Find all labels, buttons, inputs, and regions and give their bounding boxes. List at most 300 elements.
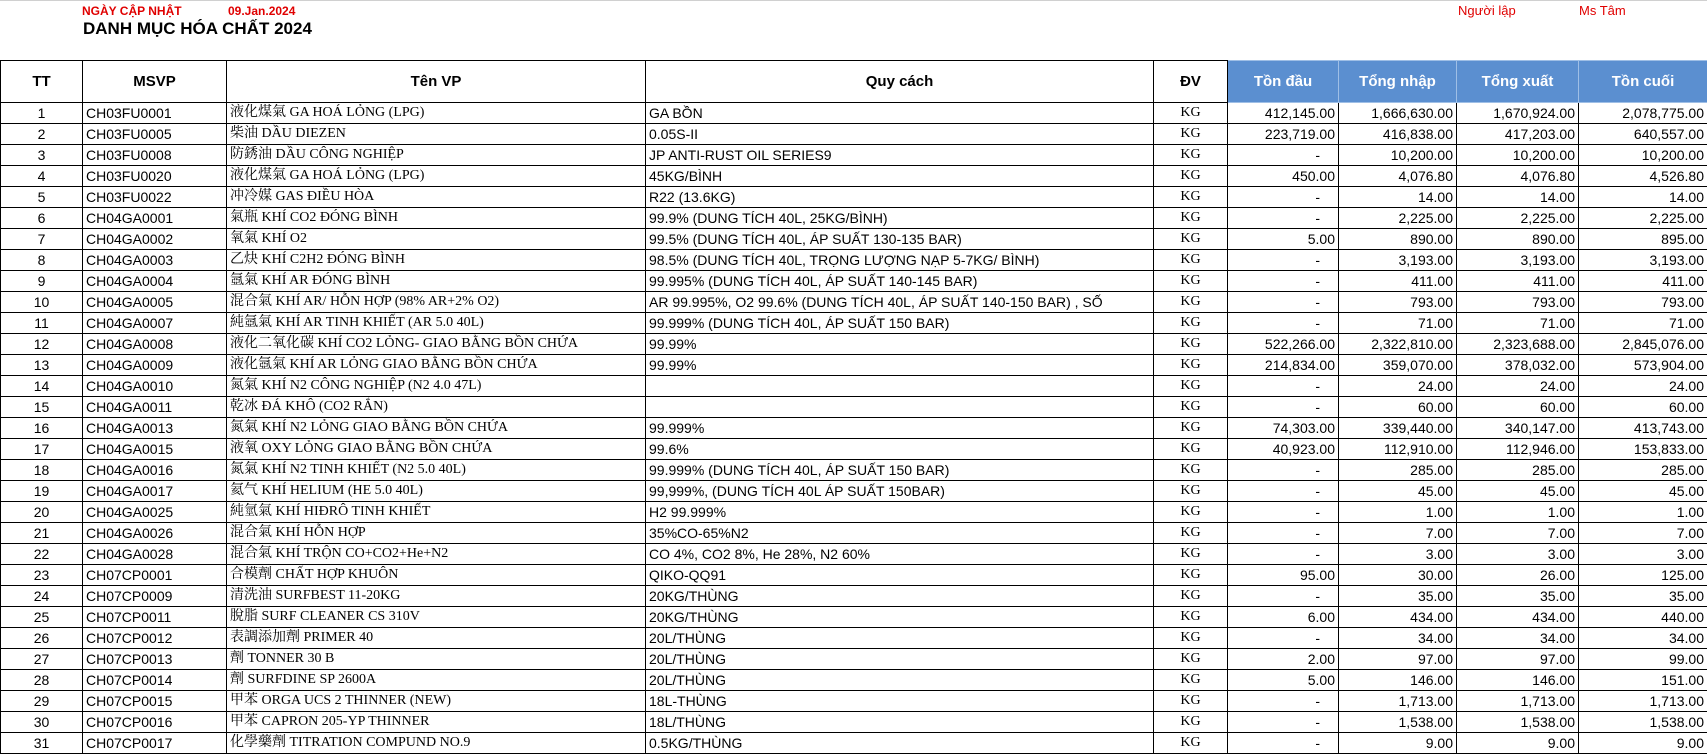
cell-msvp[interactable]: CH07CP0013 [83,649,227,670]
cell-tt[interactable]: 19 [1,481,83,502]
cell-ton-cuoi[interactable]: 24.00 [1579,376,1707,397]
cell-ton-dau[interactable]: 40,923.00 [1228,439,1339,460]
cell-tong-xuat[interactable]: 3,193.00 [1457,250,1579,271]
cell-quy-cach[interactable]: GA BỒN [646,103,1154,124]
cell-tong-xuat[interactable]: 146.00 [1457,670,1579,691]
cell-msvp[interactable]: CH04GA0013 [83,418,227,439]
table-header-row [1,61,1707,103]
cell-tong-xuat[interactable]: 2,225.00 [1457,208,1579,229]
cell-ton-dau[interactable]: 74,303.00 [1228,418,1339,439]
cell-tong-xuat[interactable]: 14.00 [1457,187,1579,208]
cell-quy-cach[interactable]: 98.5% (DUNG TÍCH 40L, TRỌNG LƯỢNG NẠP 5-7KG/ BÌNH) [646,250,1154,271]
cell-quy-cach[interactable]: 18L-THÙNG [646,691,1154,712]
cell-ton-dau[interactable]: 6.00 [1228,607,1339,628]
cell-quy-cach[interactable]: 99.9% (DUNG TÍCH 40L, 25KG/BÌNH) [646,208,1154,229]
cell-dv[interactable]: KG [1154,565,1228,586]
cell-dv[interactable]: KG [1154,523,1228,544]
cell-ton-dau[interactable]: - [1228,733,1339,754]
cell-tt[interactable]: 25 [1,607,83,628]
cell-ton-dau[interactable]: - [1228,691,1339,712]
cell-tt[interactable]: 1 [1,103,83,124]
cell-dv[interactable]: KG [1154,712,1228,733]
cell-ten-vp[interactable]: 純氫氣 KHÍ HIĐRÔ TINH KHIẾT [227,502,646,523]
cell-ton-dau[interactable]: - [1228,376,1339,397]
cell-tong-nhap[interactable]: 146.00 [1339,670,1457,691]
cell-msvp[interactable]: CH07CP0017 [83,733,227,754]
cell-dv[interactable]: KG [1154,313,1228,334]
cell-quy-cach[interactable]: AR 99.995%, O2 99.6% (DUNG TÍCH 40L, ÁP SUẤT 140-150 BAR) , SỐ [646,292,1154,313]
cell-dv[interactable]: KG [1154,481,1228,502]
cell-ton-cuoi[interactable]: 14.00 [1579,187,1707,208]
cell-tong-nhap[interactable]: 30.00 [1339,565,1457,586]
cell-tong-xuat[interactable]: 3.00 [1457,544,1579,565]
cell-tong-nhap[interactable]: 434.00 [1339,607,1457,628]
cell-quy-cach[interactable]: 0.5KG/THÙNG [646,733,1154,754]
cell-quy-cach[interactable]: 45KG/BÌNH [646,166,1154,187]
cell-msvp[interactable]: CH07CP0012 [83,628,227,649]
cell-ton-cuoi[interactable]: 99.00 [1579,649,1707,670]
cell-quy-cach[interactable]: 20L/THÙNG [646,670,1154,691]
table-row [1,670,1707,691]
cell-quy-cach[interactable]: 20KG/THÙNG [646,586,1154,607]
cell-ton-dau[interactable]: - [1228,523,1339,544]
cell-tong-nhap[interactable]: 14.00 [1339,187,1457,208]
cell-ton-cuoi[interactable]: 1.00 [1579,502,1707,523]
cell-ten-vp[interactable]: 防銹油 DẦU CÔNG NGHIỆP [227,145,646,166]
cell-tong-xuat[interactable]: 1,713.00 [1457,691,1579,712]
cell-dv[interactable]: KG [1154,250,1228,271]
cell-msvp[interactable]: CH04GA0017 [83,481,227,502]
cell-tt[interactable]: 10 [1,292,83,313]
cell-tong-nhap[interactable]: 35.00 [1339,586,1457,607]
cell-tt[interactable]: 29 [1,691,83,712]
cell-ten-vp[interactable]: 脫脂 SURF CLEANER CS 310V [227,607,646,628]
cell-tong-nhap[interactable]: 7.00 [1339,523,1457,544]
col-header-dv[interactable]: ĐV [1154,61,1228,103]
cell-tong-xuat[interactable]: 1.00 [1457,502,1579,523]
cell-ton-dau[interactable]: 412,145.00 [1228,103,1339,124]
cell-tong-xuat[interactable]: 10,200.00 [1457,145,1579,166]
col-header-tt[interactable]: TT [1,61,83,103]
cell-quy-cach[interactable]: 99.995% (DUNG TÍCH 40L, ÁP SUẤT 140-145 BAR) [646,271,1154,292]
cell-ton-dau[interactable]: 5.00 [1228,670,1339,691]
cell-tt[interactable]: 22 [1,544,83,565]
cell-dv[interactable]: KG [1154,124,1228,145]
cell-tong-xuat[interactable]: 1,670,924.00 [1457,103,1579,124]
cell-tong-nhap[interactable]: 339,440.00 [1339,418,1457,439]
cell-quy-cach[interactable] [646,376,1154,397]
cell-dv[interactable]: KG [1154,208,1228,229]
cell-tt[interactable]: 28 [1,670,83,691]
cell-quy-cach[interactable]: 99.99% [646,334,1154,355]
cell-ton-dau[interactable]: - [1228,628,1339,649]
cell-ton-cuoi[interactable]: 45.00 [1579,481,1707,502]
cell-ton-dau[interactable]: - [1228,250,1339,271]
cell-ten-vp[interactable]: 氦气 KHÍ HELIUM (HE 5.0 40L) [227,481,646,502]
cell-ton-cuoi[interactable]: 1,538.00 [1579,712,1707,733]
cell-dv[interactable]: KG [1154,439,1228,460]
cell-msvp[interactable]: CH04GA0010 [83,376,227,397]
cell-msvp[interactable]: CH04GA0007 [83,313,227,334]
cell-tt[interactable]: 6 [1,208,83,229]
cell-tong-xuat[interactable]: 112,946.00 [1457,439,1579,460]
cell-ten-vp[interactable]: 液化煤氣 GA HOÁ LỎNG (LPG) [227,103,646,124]
cell-quy-cach[interactable]: 99,999%, (DUNG TÍCH 40L ÁP SUẤT 150BAR) [646,481,1154,502]
cell-ton-dau[interactable]: - [1228,292,1339,313]
table-row [1,586,1707,607]
cell-tong-nhap[interactable]: 10,200.00 [1339,145,1457,166]
table-row [1,460,1707,481]
cell-tt[interactable]: 20 [1,502,83,523]
cell-ten-vp[interactable]: 液氧 OXY LỎNG GIAO BẰNG BỒN CHỨA [227,439,646,460]
cell-msvp[interactable]: CH04GA0004 [83,271,227,292]
cell-msvp[interactable]: CH04GA0009 [83,355,227,376]
cell-msvp[interactable]: CH07CP0009 [83,586,227,607]
cell-quy-cach[interactable]: 20KG/THÙNG [646,607,1154,628]
cell-msvp[interactable]: CH07CP0014 [83,670,227,691]
cell-tong-nhap[interactable]: 1,666,630.00 [1339,103,1457,124]
cell-msvp[interactable]: CH04GA0002 [83,229,227,250]
cell-tt[interactable]: 13 [1,355,83,376]
table-row [1,481,1707,502]
cell-tong-nhap[interactable]: 3.00 [1339,544,1457,565]
cell-dv[interactable]: KG [1154,418,1228,439]
cell-ton-cuoi[interactable]: 3.00 [1579,544,1707,565]
cell-tong-xuat[interactable]: 340,147.00 [1457,418,1579,439]
cell-ton-dau[interactable]: 522,266.00 [1228,334,1339,355]
col-header-ton-cuoi[interactable]: Tồn cuối [1579,61,1707,103]
cell-ten-vp[interactable]: 液化氬氣 KHÍ AR LỎNG GIAO BẰNG BỒN CHỨA [227,355,646,376]
table-row [1,145,1707,166]
cell-ten-vp[interactable]: 表調添加劑 PRIMER 40 [227,628,646,649]
cell-quy-cach[interactable]: R22 (13.6KG) [646,187,1154,208]
cell-ton-cuoi[interactable]: 2,845,076.00 [1579,334,1707,355]
cell-dv[interactable]: KG [1154,334,1228,355]
cell-ton-cuoi[interactable]: 4,526.80 [1579,166,1707,187]
cell-ton-cuoi[interactable]: 34.00 [1579,628,1707,649]
cell-dv[interactable]: KG [1154,397,1228,418]
cell-dv[interactable]: KG [1154,103,1228,124]
cell-dv[interactable]: KG [1154,544,1228,565]
cell-tong-nhap[interactable]: 9.00 [1339,733,1457,754]
cell-tong-xuat[interactable]: 9.00 [1457,733,1579,754]
cell-ten-vp[interactable]: 甲苯 CAPRON 205-YP THINNER [227,712,646,733]
cell-ten-vp[interactable]: 甲苯 ORGA UCS 2 THINNER (NEW) [227,691,646,712]
col-header-ten-vp[interactable]: Tên VP [227,61,646,103]
col-header-ton-dau[interactable]: Tồn đầu [1228,61,1339,103]
cell-msvp[interactable]: CH03FU0022 [83,187,227,208]
cell-msvp[interactable]: CH04GA0015 [83,439,227,460]
cell-tong-nhap[interactable]: 3,193.00 [1339,250,1457,271]
cell-tt[interactable]: 5 [1,187,83,208]
cell-tong-nhap[interactable]: 359,070.00 [1339,355,1457,376]
cell-ton-dau[interactable]: - [1228,460,1339,481]
cell-quy-cach[interactable]: 99.999% (DUNG TÍCH 40L, ÁP SUẤT 150 BAR) [646,313,1154,334]
cell-msvp[interactable]: CH04GA0028 [83,544,227,565]
table-row [1,229,1707,250]
cell-ton-cuoi[interactable]: 71.00 [1579,313,1707,334]
cell-ton-cuoi[interactable]: 2,078,775.00 [1579,103,1707,124]
cell-ton-cuoi[interactable]: 1,713.00 [1579,691,1707,712]
cell-ton-cuoi[interactable]: 9.00 [1579,733,1707,754]
cell-quy-cach[interactable]: 35%CO-65%N2 [646,523,1154,544]
cell-ton-cuoi[interactable]: 573,904.00 [1579,355,1707,376]
cell-quy-cach[interactable]: QIKO-QQ91 [646,565,1154,586]
cell-tt[interactable]: 11 [1,313,83,334]
cell-tong-xuat[interactable]: 26.00 [1457,565,1579,586]
cell-quy-cach[interactable] [646,397,1154,418]
cell-ten-vp[interactable]: 混合氣 KHÍ TRỘN CO+CO2+He+N2 [227,544,646,565]
cell-quy-cach[interactable]: 99.999% (DUNG TÍCH 40L, ÁP SUẤT 150 BAR) [646,460,1154,481]
cell-msvp[interactable]: CH04GA0003 [83,250,227,271]
cell-dv[interactable]: KG [1154,502,1228,523]
cell-dv[interactable]: KG [1154,670,1228,691]
cell-tong-xuat[interactable]: 1,538.00 [1457,712,1579,733]
cell-dv[interactable]: KG [1154,355,1228,376]
cell-ten-vp[interactable]: 混合氣 KHÍ HỖN HỢP [227,523,646,544]
cell-tt[interactable]: 9 [1,271,83,292]
cell-tt[interactable]: 3 [1,145,83,166]
cell-tong-xuat[interactable]: 793.00 [1457,292,1579,313]
cell-tong-nhap[interactable]: 411.00 [1339,271,1457,292]
cell-msvp[interactable]: CH03FU0008 [83,145,227,166]
cell-ten-vp[interactable]: 劑 SURFDINE SP 2600A [227,670,646,691]
cell-ton-dau[interactable]: - [1228,208,1339,229]
cell-tong-nhap[interactable]: 45.00 [1339,481,1457,502]
cell-tt[interactable]: 23 [1,565,83,586]
cell-quy-cach[interactable]: 20L/THÙNG [646,649,1154,670]
cell-quy-cach[interactable]: 20L/THÙNG [646,628,1154,649]
cell-tt[interactable]: 18 [1,460,83,481]
cell-quy-cach[interactable]: H2 99.999% [646,502,1154,523]
cell-ten-vp[interactable]: 氮氣 KHÍ N2 TINH KHIẾT (N2 5.0 40L) [227,460,646,481]
cell-tt[interactable]: 24 [1,586,83,607]
cell-tt[interactable]: 27 [1,649,83,670]
cell-tong-xuat[interactable]: 411.00 [1457,271,1579,292]
cell-ton-dau[interactable]: - [1228,145,1339,166]
cell-msvp[interactable]: CH03FU0005 [83,124,227,145]
cell-tong-nhap[interactable]: 60.00 [1339,397,1457,418]
cell-ten-vp[interactable]: 冲冷媒 GAS ĐIỀU HÒA [227,187,646,208]
cell-ten-vp[interactable]: 氣瓶 KHÍ CO2 ĐÓNG BÌNH [227,208,646,229]
cell-msvp[interactable]: CH07CP0011 [83,607,227,628]
cell-ton-dau[interactable]: - [1228,481,1339,502]
cell-msvp[interactable]: CH04GA0005 [83,292,227,313]
cell-tong-nhap[interactable]: 4,076.80 [1339,166,1457,187]
cell-tt[interactable]: 8 [1,250,83,271]
cell-ten-vp[interactable]: 液化煤氣 GA HOÁ LỎNG (LPG) [227,166,646,187]
cell-ton-cuoi[interactable]: 7.00 [1579,523,1707,544]
cell-ton-cuoi[interactable]: 10,200.00 [1579,145,1707,166]
cell-ten-vp[interactable]: 清洗油 SURFBEST 11-20KG [227,586,646,607]
cell-ton-dau[interactable]: 214,834.00 [1228,355,1339,376]
cell-tt[interactable]: 31 [1,733,83,754]
cell-msvp[interactable]: CH04GA0026 [83,523,227,544]
cell-dv[interactable]: KG [1154,586,1228,607]
cell-ten-vp[interactable]: 混合氣 KHÍ AR/ HỖN HỢP (98% AR+2% O2) [227,292,646,313]
cell-ten-vp[interactable]: 氧氣 KHÍ O2 [227,229,646,250]
cell-msvp[interactable]: CH04GA0016 [83,460,227,481]
cell-msvp[interactable]: CH04GA0001 [83,208,227,229]
cell-dv[interactable]: KG [1154,460,1228,481]
cell-dv[interactable]: KG [1154,733,1228,754]
cell-msvp[interactable]: CH04GA0025 [83,502,227,523]
cell-tt[interactable]: 12 [1,334,83,355]
cell-dv[interactable]: KG [1154,271,1228,292]
cell-tong-nhap[interactable]: 1,538.00 [1339,712,1457,733]
cell-ton-cuoi[interactable]: 125.00 [1579,565,1707,586]
cell-ton-cuoi[interactable]: 151.00 [1579,670,1707,691]
col-header-msvp[interactable]: MSVP [83,61,227,103]
cell-ton-cuoi[interactable]: 2,225.00 [1579,208,1707,229]
cell-ten-vp[interactable]: 氮氣 KHÍ N2 CÔNG NGHIỆP (N2 4.0 47L) [227,376,646,397]
cell-ten-vp[interactable]: 合模劑 CHẤT HỢP KHUÔN [227,565,646,586]
cell-tt[interactable]: 7 [1,229,83,250]
cell-ton-dau[interactable]: - [1228,544,1339,565]
cell-ten-vp[interactable]: 氮氣 KHÍ N2 LỎNG GIAO BẰNG BỒN CHỨA [227,418,646,439]
cell-ton-cuoi[interactable]: 3,193.00 [1579,250,1707,271]
cell-ton-cuoi[interactable]: 153,833.00 [1579,439,1707,460]
cell-tt[interactable]: 30 [1,712,83,733]
cell-dv[interactable]: KG [1154,691,1228,712]
cell-quy-cach[interactable]: 0.05S-II [646,124,1154,145]
col-header-quy-cach[interactable]: Quy cách [646,61,1154,103]
cell-tong-nhap[interactable]: 34.00 [1339,628,1457,649]
cell-dv[interactable]: KG [1154,229,1228,250]
cell-tt[interactable]: 16 [1,418,83,439]
cell-quy-cach[interactable]: 99.99% [646,355,1154,376]
cell-tt[interactable]: 2 [1,124,83,145]
cell-tong-xuat[interactable]: 434.00 [1457,607,1579,628]
cell-tong-nhap[interactable]: 2,322,810.00 [1339,334,1457,355]
cell-msvp[interactable]: CH07CP0001 [83,565,227,586]
cell-tong-xuat[interactable]: 60.00 [1457,397,1579,418]
cell-dv[interactable]: KG [1154,292,1228,313]
cell-ton-dau[interactable]: - [1228,502,1339,523]
cell-ton-cuoi[interactable]: 440.00 [1579,607,1707,628]
cell-msvp[interactable]: CH07CP0016 [83,712,227,733]
cell-tong-nhap[interactable]: 1.00 [1339,502,1457,523]
table-row [1,502,1707,523]
cell-tong-xuat[interactable]: 4,076.80 [1457,166,1579,187]
cell-ten-vp[interactable]: 乾冰 ĐÁ KHÔ (CO2 RẮN) [227,397,646,418]
cell-ten-vp[interactable]: 氬氣 KHÍ AR ĐÓNG BÌNH [227,271,646,292]
cell-tong-xuat[interactable]: 417,203.00 [1457,124,1579,145]
cell-ton-cuoi[interactable]: 640,557.00 [1579,124,1707,145]
cell-dv[interactable]: KG [1154,145,1228,166]
cell-ton-dau[interactable]: - [1228,187,1339,208]
cell-ten-vp[interactable]: 劑 TONNER 30 B [227,649,646,670]
cell-tt[interactable]: 26 [1,628,83,649]
cell-msvp[interactable]: CH03FU0001 [83,103,227,124]
cell-ton-cuoi[interactable]: 793.00 [1579,292,1707,313]
cell-ton-dau[interactable]: 223,719.00 [1228,124,1339,145]
col-header-tong-nhap[interactable]: Tổng nhập [1339,61,1457,103]
cell-dv[interactable]: KG [1154,649,1228,670]
cell-tong-xuat[interactable]: 2,323,688.00 [1457,334,1579,355]
cell-quy-cach[interactable]: JP ANTI-RUST OIL SERIES9 [646,145,1154,166]
cell-msvp[interactable]: CH07CP0015 [83,691,227,712]
cell-tong-xuat[interactable]: 97.00 [1457,649,1579,670]
cell-quy-cach[interactable]: 99.5% (DUNG TÍCH 40L, ÁP SUẤT 130-135 BAR) [646,229,1154,250]
cell-ten-vp[interactable]: 乙炔 KHÍ C2H2 ĐÓNG BÌNH [227,250,646,271]
cell-ton-dau[interactable]: - [1228,313,1339,334]
table-row [1,271,1707,292]
cell-tt[interactable]: 14 [1,376,83,397]
table-row [1,523,1707,544]
cell-tong-nhap[interactable]: 793.00 [1339,292,1457,313]
cell-tong-nhap[interactable]: 24.00 [1339,376,1457,397]
cell-tong-xuat[interactable]: 378,032.00 [1457,355,1579,376]
cell-ton-dau[interactable]: 2.00 [1228,649,1339,670]
cell-ton-cuoi[interactable]: 895.00 [1579,229,1707,250]
cell-dv[interactable]: KG [1154,376,1228,397]
cell-dv[interactable]: KG [1154,166,1228,187]
cell-ton-cuoi[interactable]: 285.00 [1579,460,1707,481]
cell-tong-xuat[interactable]: 285.00 [1457,460,1579,481]
cell-tong-nhap[interactable]: 1,713.00 [1339,691,1457,712]
cell-tong-xuat[interactable]: 24.00 [1457,376,1579,397]
cell-ton-dau[interactable]: 95.00 [1228,565,1339,586]
cell-tong-xuat[interactable]: 7.00 [1457,523,1579,544]
cell-ten-vp[interactable]: 柴油 DẦU DIEZEN [227,124,646,145]
cell-msvp[interactable]: CH04GA0008 [83,334,227,355]
cell-ton-dau[interactable]: 450.00 [1228,166,1339,187]
cell-ton-dau[interactable]: - [1228,586,1339,607]
cell-tong-xuat[interactable]: 71.00 [1457,313,1579,334]
cell-tong-xuat[interactable]: 35.00 [1457,586,1579,607]
cell-ton-dau[interactable]: - [1228,271,1339,292]
cell-quy-cach[interactable]: 99.6% [646,439,1154,460]
cell-tong-nhap[interactable]: 285.00 [1339,460,1457,481]
cell-dv[interactable]: KG [1154,187,1228,208]
table-row [1,355,1707,376]
cell-tong-nhap[interactable]: 97.00 [1339,649,1457,670]
cell-ton-dau[interactable]: - [1228,397,1339,418]
cell-tong-nhap[interactable]: 890.00 [1339,229,1457,250]
cell-ton-cuoi[interactable]: 35.00 [1579,586,1707,607]
cell-tt[interactable]: 17 [1,439,83,460]
cell-ten-vp[interactable]: 液化二氧化碳 KHÍ CO2 LỎNG- GIAO BẰNG BỒN CHỨA [227,334,646,355]
cell-tong-nhap[interactable]: 71.00 [1339,313,1457,334]
cell-quy-cach[interactable]: 99.999% [646,418,1154,439]
cell-tong-nhap[interactable]: 112,910.00 [1339,439,1457,460]
cell-dv[interactable]: KG [1154,628,1228,649]
cell-tong-nhap[interactable]: 416,838.00 [1339,124,1457,145]
cell-ton-cuoi[interactable]: 411.00 [1579,271,1707,292]
cell-quy-cach[interactable]: 18L/THÙNG [646,712,1154,733]
col-header-tong-xuat[interactable]: Tổng xuất [1457,61,1579,103]
cell-tong-xuat[interactable]: 45.00 [1457,481,1579,502]
cell-dv[interactable]: KG [1154,607,1228,628]
cell-ton-dau[interactable]: - [1228,712,1339,733]
cell-tt[interactable]: 15 [1,397,83,418]
cell-tt[interactable]: 21 [1,523,83,544]
cell-tt[interactable]: 4 [1,166,83,187]
cell-tong-xuat[interactable]: 890.00 [1457,229,1579,250]
cell-tong-nhap[interactable]: 2,225.00 [1339,208,1457,229]
cell-ton-cuoi[interactable]: 60.00 [1579,397,1707,418]
cell-ton-cuoi[interactable]: 413,743.00 [1579,418,1707,439]
cell-quy-cach[interactable]: CO 4%, CO2 8%, He 28%, N2 60% [646,544,1154,565]
table-row [1,628,1707,649]
cell-msvp[interactable]: CH04GA0011 [83,397,227,418]
cell-ten-vp[interactable]: 化學藥劑 TITRATION COMPUND NO.9 [227,733,646,754]
cell-msvp[interactable]: CH03FU0020 [83,166,227,187]
cell-tong-xuat[interactable]: 34.00 [1457,628,1579,649]
cell-ten-vp[interactable]: 純氬氣 KHÍ AR TINH KHIẾT (AR 5.0 40L) [227,313,646,334]
cell-ton-dau[interactable]: 5.00 [1228,229,1339,250]
